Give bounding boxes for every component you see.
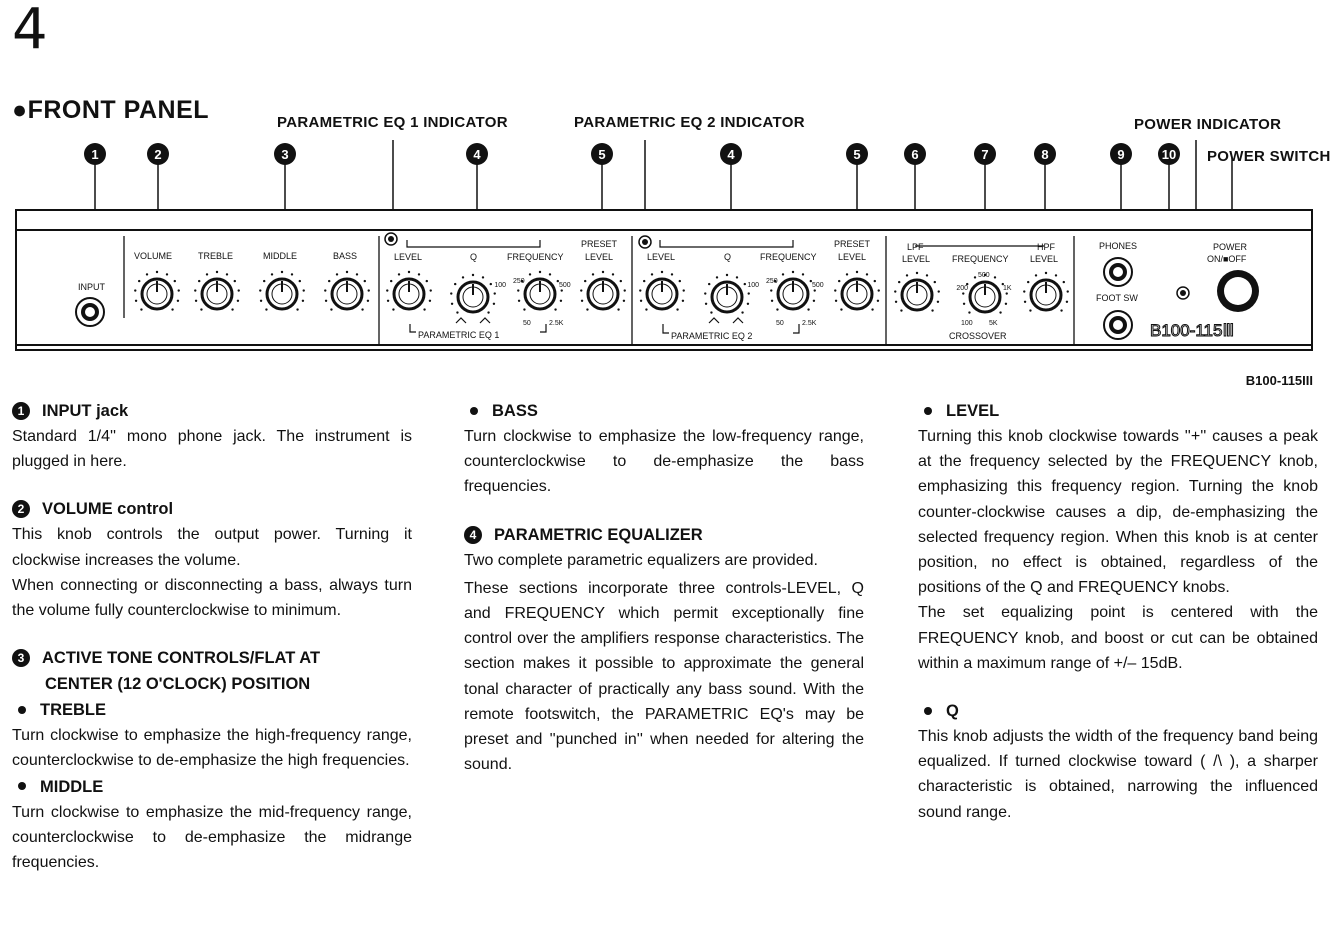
treble-heading: TREBLE <box>12 697 412 723</box>
number-3-icon: 3 <box>12 649 30 667</box>
bass-description: Turn clockwise to emphasize the low-frequency range, counterclockwise to de-emphasize the bass frequencies. <box>464 428 864 496</box>
middle-label: MIDDLE <box>263 251 298 261</box>
callout-marker-number: 4 <box>473 147 481 162</box>
section-title-text: FRONT PANEL <box>27 96 210 124</box>
xover-freq-high: 1K <box>1003 285 1012 292</box>
power-state-label: ON/■OFF <box>1207 254 1247 264</box>
number-2-icon: 2 <box>12 500 30 518</box>
bullet-icon <box>18 782 26 790</box>
parametric-eq1-label: PARAMETRIC EQ 1 <box>418 330 500 340</box>
foot-sw-label: FOOT SW <box>1096 293 1138 303</box>
page-number: 4 <box>12 0 48 62</box>
eq1-indicator-callout: PARAMETRIC EQ 1 INDICATOR <box>277 114 508 131</box>
xover-freq-max: 5K <box>989 320 998 327</box>
callout-marker-number: 3 <box>281 147 289 162</box>
preset-label-2: PRESET <box>834 239 871 249</box>
column-2 <box>464 398 864 777</box>
bullet-icon <box>18 706 26 714</box>
frequency-label-1: FREQUENCY <box>507 252 564 262</box>
number-1-icon: 1 <box>12 402 30 420</box>
xover-freq-mid: 500 <box>978 272 990 279</box>
preset-label-1: PRESET <box>581 239 618 249</box>
preset-level-label-1: LEVEL <box>585 252 614 262</box>
eq1-freq-min: 50 <box>523 320 531 327</box>
parametric-eq2-label: PARAMETRIC EQ 2 <box>671 331 753 341</box>
eq2-freq-low: 100 <box>747 282 759 289</box>
bullet-icon <box>924 407 932 415</box>
tone-heading: 3 ACTIVE TONE CONTROLS/FLAT AT <box>12 645 412 671</box>
power-switch-callout: POWER SWITCH <box>1207 148 1331 165</box>
treble-label: TREBLE <box>198 251 234 261</box>
column-3 <box>918 398 1318 825</box>
xover-freq-low: 200 <box>956 285 968 292</box>
preset-level-label-2: LEVEL <box>838 252 867 262</box>
bass-heading: BASS <box>464 398 864 424</box>
middle-heading: MIDDLE <box>12 774 412 800</box>
callout-marker-number: 8 <box>1041 147 1049 162</box>
crossover-label: CROSSOVER <box>949 331 1007 341</box>
input-heading: 1 INPUT jack <box>12 398 412 424</box>
level-label-1: LEVEL <box>394 252 423 262</box>
frequency-label-2: FREQUENCY <box>760 252 817 262</box>
eq2-freq-mid: 250 <box>766 278 778 285</box>
model-logo: B100-115Ⅲ <box>1150 321 1235 340</box>
bullet-icon <box>924 707 932 715</box>
level-label-2: LEVEL <box>647 252 676 262</box>
volume-description: This knob controls the output power. Turning it clockwise increases the volume. <box>12 526 412 569</box>
volume-label: VOLUME <box>134 251 173 261</box>
lpf-label: LPF <box>907 242 924 252</box>
callout-marker-number: 9 <box>1117 147 1125 162</box>
eq1-freq-max: 2.5K <box>549 320 564 327</box>
bass-label: BASS <box>333 251 358 261</box>
callout-marker-number: 6 <box>911 147 919 162</box>
volume-description-2: When connecting or disconnecting a bass, always turn the volume fully counterclockwise to minimum. <box>12 576 412 620</box>
input-description: Standard 1/4'' mono phone jack. The instrument is plugged in here. <box>12 428 412 471</box>
section-bullet-icon: ● <box>12 96 28 124</box>
middle-description: Turn clockwise to emphasize the mid-frequency range, counterclockwise to de-emphasize the midrange frequencies. <box>12 803 412 872</box>
peq-description-2: These sections incorporate three controls-LEVEL, Q and FREQUENCY which permit exceptionally fine control over the amplifiers response characteristics. The section makes it possible to approximate the general tonal character of practically any bass sound. With the remote footswitch, the PARAMETRIC EQ's may be preset and ''punched in'' when needed for altering the sound. <box>464 579 864 774</box>
eq2-freq-max: 2.5K <box>802 320 817 327</box>
callout-marker-number: 7 <box>981 147 989 162</box>
q-heading: Q <box>918 698 1318 724</box>
input-jack[interactable] <box>76 298 104 326</box>
xover-freq-min: 100 <box>961 320 973 327</box>
q-description: This knob adjusts the width of the frequency band being equalized. If turned clockwise toward ( /\ ), a sharper characteristic is obtained, narrowing the influenced sound range. <box>918 728 1318 821</box>
level-description-2: The set equalizing point is centered with the FREQUENCY knob, and boost or cut can be obtained within a maximum range of +/– 15dB. <box>918 604 1318 672</box>
section-title <box>12 96 209 125</box>
eq1-freq-low: 100 <box>494 282 506 289</box>
column-1 <box>12 398 412 875</box>
eq2-freq-min: 50 <box>776 320 784 327</box>
power-label: POWER <box>1213 242 1248 252</box>
level-heading: LEVEL <box>918 398 1318 424</box>
eq2-freq-high: 500 <box>812 282 824 289</box>
peq-description: Two complete parametric equalizers are provided. <box>464 551 818 569</box>
eq1-freq-high: 500 <box>559 282 571 289</box>
callout-marker-number: 5 <box>598 147 606 162</box>
level-description: Turning this knob clockwise towards ''+'' causes a peak at the frequency selected by the FREQUENCY knob, emphasizing this frequency region. Turning the knob counter-clockwise causes a dip, de-emphasizing the selected frequency region. When this knob is at center position, no effect is obtained, regardless of the positions of the Q and FREQUENCY knobs. <box>918 428 1318 597</box>
hpf-label: HPF <box>1037 242 1055 252</box>
eq1-freq-mid: 250 <box>513 278 525 285</box>
power-indicator-callout: POWER INDICATOR <box>1134 116 1282 133</box>
callout-marker-number: 1 <box>91 147 99 162</box>
front-panel-diagram <box>0 140 1335 375</box>
callout-marker-number: 5 <box>853 147 861 162</box>
tone-heading-line-2: CENTER (12 O'CLOCK) POSITION <box>45 675 311 694</box>
eq2-indicator-callout: PARAMETRIC EQ 2 INDICATOR <box>574 114 805 131</box>
bullet-icon <box>470 407 478 415</box>
model-reference: B100-115III <box>1245 373 1313 388</box>
q-label-1: Q <box>470 252 478 262</box>
treble-description: Turn clockwise to emphasize the high-frequency range, counterclockwise to de-emphasize the high frequencies. <box>12 727 412 770</box>
callout-marker-number: 4 <box>727 147 735 162</box>
power-switch[interactable] <box>1217 270 1259 312</box>
number-4-icon: 4 <box>464 526 482 544</box>
q-label-2: Q <box>724 252 732 262</box>
hpf-level-label: LEVEL <box>1030 254 1059 264</box>
crossover-frequency-label: FREQUENCY <box>952 254 1009 264</box>
lpf-level-label: LEVEL <box>902 254 931 264</box>
callout-marker-number: 10 <box>1161 147 1177 162</box>
peq-heading: 4 PARAMETRIC EQUALIZER <box>464 522 864 548</box>
phones-jack[interactable] <box>1104 258 1132 286</box>
input-label: INPUT <box>78 282 105 292</box>
callout-marker-number: 2 <box>154 147 162 162</box>
volume-heading: 2 VOLUME control <box>12 496 412 522</box>
foot-sw-jack[interactable] <box>1104 311 1132 339</box>
phones-label: PHONES <box>1099 241 1138 251</box>
